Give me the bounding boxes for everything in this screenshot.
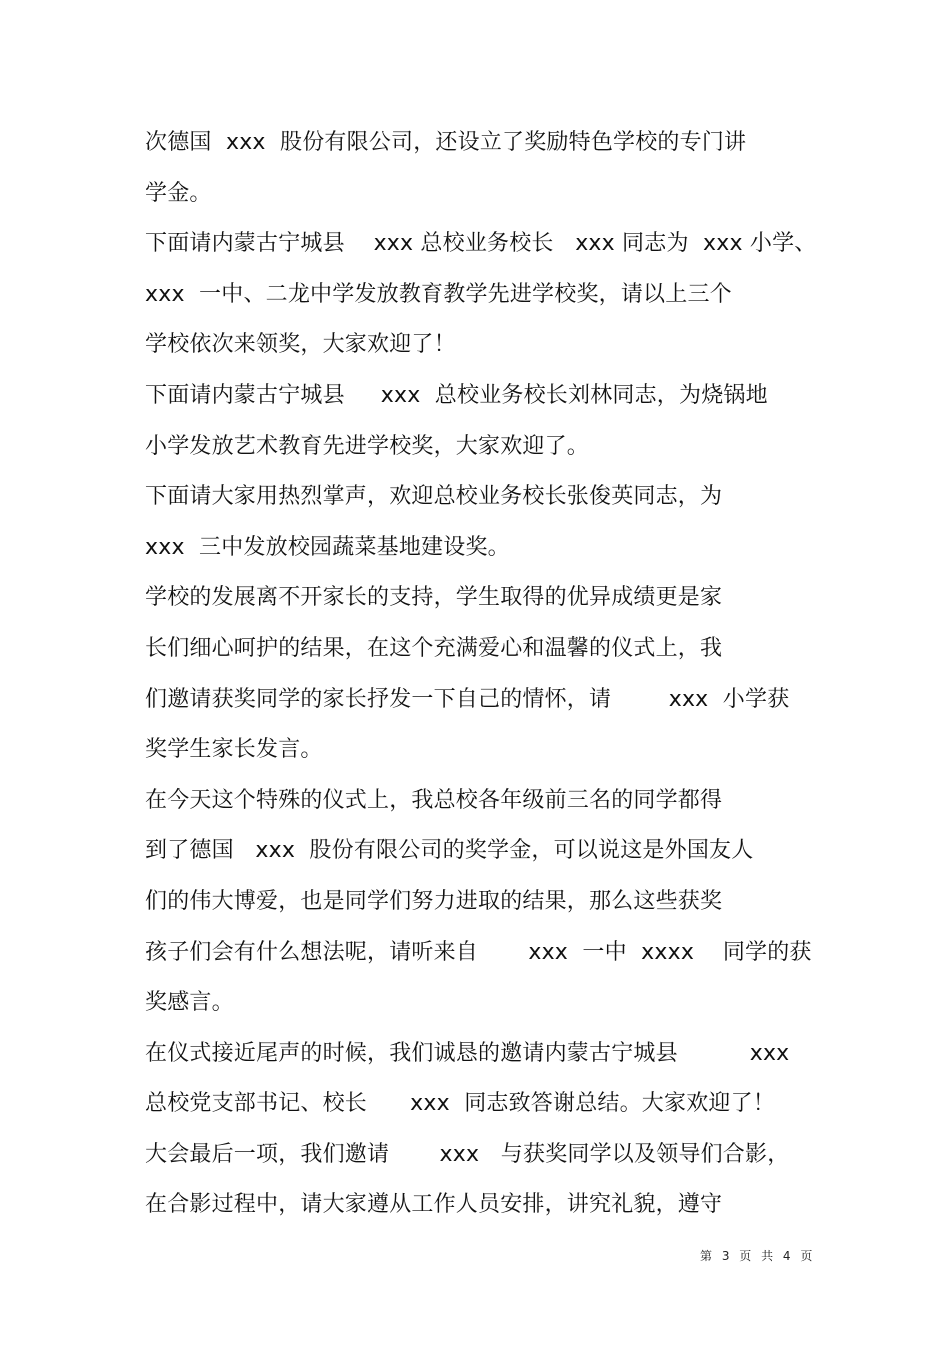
text-line: 在今天这个特殊的仪式上，我总校各年级前三名的同学都得 (145, 787, 723, 813)
text-line: 长们细心呵护的结果，在这个充满爱心和温馨的仪式上，我 (145, 635, 723, 661)
text-line: 下面请内蒙古宁城县 xxx 总校业务校长刘林同志，为烧锅地 (145, 382, 768, 408)
text-line: 大会最后一项，我们邀请 xxx 与获奖同学以及领导们合影， (145, 1141, 790, 1167)
text-line: 学金。 (145, 180, 212, 206)
text-line: 在仪式接近尾声的时候，我们诚恳的邀请内蒙古宁城县 xxx (145, 1040, 790, 1066)
body-text (145, 118, 825, 1231)
text-line: 孩子们会有什么想法呢，请听来自 xxx 一中 xxxx 同学的获 (145, 939, 812, 965)
text-line: 们邀请获奖同学的家长抒发一下自己的情怀，请 xxx 小学获 (145, 686, 790, 712)
text-line: 下面请内蒙古宁城县 xxx 总校业务校长 xxx 同志为 xxx 小学、 (145, 231, 817, 257)
text-line: xxx 三中发放校园蔬菜基地建设奖。 (145, 534, 510, 560)
page-number-footer: 第 3 页 共 4 页 (700, 1249, 816, 1263)
text-line: 学校依次来领奖，大家欢迎了！ (145, 332, 456, 358)
text-line: xxx 一中、二龙中学发放教育教学先进学校奖，请以上三个 (145, 281, 732, 307)
text-line: 下面请大家用热烈掌声，欢迎总校业务校长张俊英同志，为 (145, 484, 723, 510)
text-line: 小学发放艺术教育先进学校奖，大家欢迎了。 (145, 433, 590, 459)
text-line: 们的伟大博爱，也是同学们努力进取的结果，那么这些获奖 (145, 888, 723, 914)
text-line: 到了德国 xxx 股份有限公司的奖学金，可以说这是外国友人 (145, 838, 754, 864)
text-line: 学校的发展离不开家长的支持，学生取得的优异成绩更是家 (145, 585, 723, 611)
text-line: 次德国 xxx 股份有限公司，还设立了奖励特色学校的专门讲 (145, 130, 747, 155)
text-line: 总校党支部书记、校长 xxx 同志致答谢总结。大家欢迎了！ (145, 1091, 776, 1117)
text-line: 奖学生家长发言。 (145, 737, 323, 763)
text-line: 在合影过程中，请大家遵从工作人员安排，讲究礼貌，遵守 (145, 1192, 723, 1218)
text-line: 奖感言。 (145, 990, 234, 1016)
